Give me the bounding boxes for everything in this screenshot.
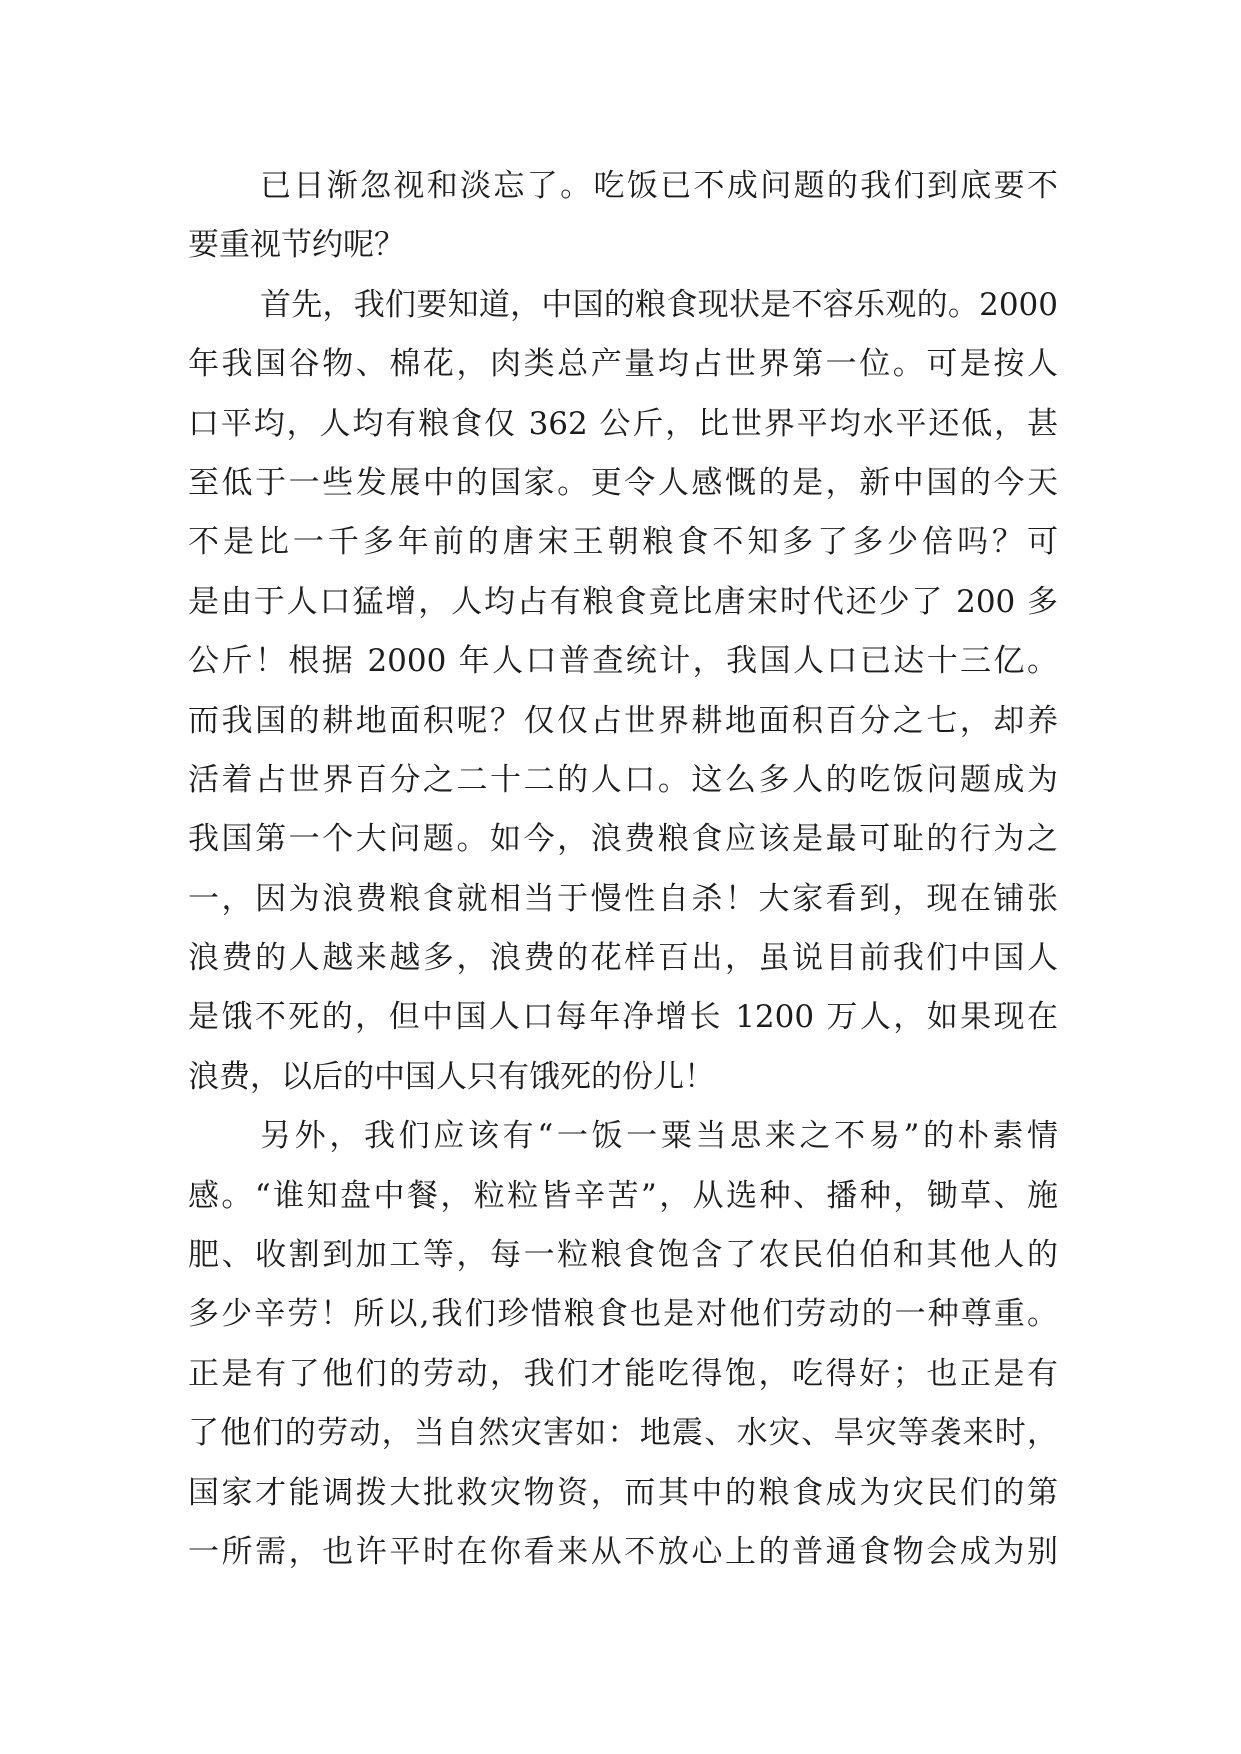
text-line: 我国第一个大问题。如今，浪费粮食应该是最可耻的行为之 — [188, 821, 1058, 858]
text-line: 一所需，也许平时在你看来从不放心上的普通食物会成为别 — [188, 1533, 1058, 1570]
text-line: 要重视节约呢？ — [188, 227, 405, 264]
text-line: 国家才能调拨大批救灾物资，而其中的粮食成为灾民们的第 — [188, 1474, 1058, 1511]
text-line: 一，因为浪费粮食就相当于慢性自杀！大家看到，现在铺张 — [188, 880, 1058, 917]
text-line: 首先，我们要知道，中国的粮食现状是不容乐观的。2000 — [260, 286, 1058, 323]
text-line: 不是比一千多年前的唐宋王朝粮食不知多了多少倍吗？可 — [188, 524, 1058, 561]
text-line: 是由于人口猛增，人均占有粮食竟比唐宋时代还少了 200 多 — [188, 583, 1058, 620]
text-line: 了他们的劳动，当自然灾害如：地震、水灾、旱灾等袭来时， — [188, 1415, 1058, 1452]
text-line: 感。“谁知盘中餐，粒粒皆辛苦”，从选种、播种，锄草、施 — [188, 1177, 1058, 1214]
text-line: 肥、收割到加工等，每一粒粮食饱含了农民伯伯和其他人的 — [188, 1237, 1058, 1274]
text-line: 浪费的人越来越多，浪费的花样百出，虽说目前我们中国人 — [188, 940, 1058, 977]
text-line: 公斤！根据 2000 年人口普查统计，我国人口已达十三亿。 — [188, 643, 1058, 680]
text-line: 已日渐忽视和淡忘了。吃饭已不成问题的我们到底要不 — [260, 168, 1058, 204]
text-line: 是饿不死的，但中国人口每年净增长 1200 万人，如果现在 — [188, 999, 1058, 1036]
text-line: 年我国谷物、棉花，肉类总产量均占世界第一位。可是按人 — [188, 346, 1058, 383]
text-line: 而我国的耕地面积呢？仅仅占世界耕地面积百分之七，却养 — [188, 702, 1058, 739]
text-line: 正是有了他们的劳动，我们才能吃得饱，吃得好；也正是有 — [188, 1355, 1058, 1392]
text-line: 浪费，以后的中国人只有饿死的份儿！ — [188, 1058, 715, 1095]
text-line: 多少辛劳！所以,我们珍惜粮食也是对他们劳动的一种尊重。 — [188, 1296, 1058, 1333]
text-line: 口平均，人均有粮食仅 362 公斤，比世界平均水平还低，甚 — [188, 405, 1058, 442]
text-line: 活着占世界百分之二十二的人口。这么多人的吃饭问题成为 — [188, 761, 1058, 798]
body-text — [188, 157, 1058, 1582]
text-line: 另外，我们应该有“一饭一粟当思来之不易”的朴素情 — [260, 1118, 1058, 1155]
text-line: 至低于一些发展中的国家。更令人感慨的是，新中国的今天 — [188, 464, 1058, 501]
